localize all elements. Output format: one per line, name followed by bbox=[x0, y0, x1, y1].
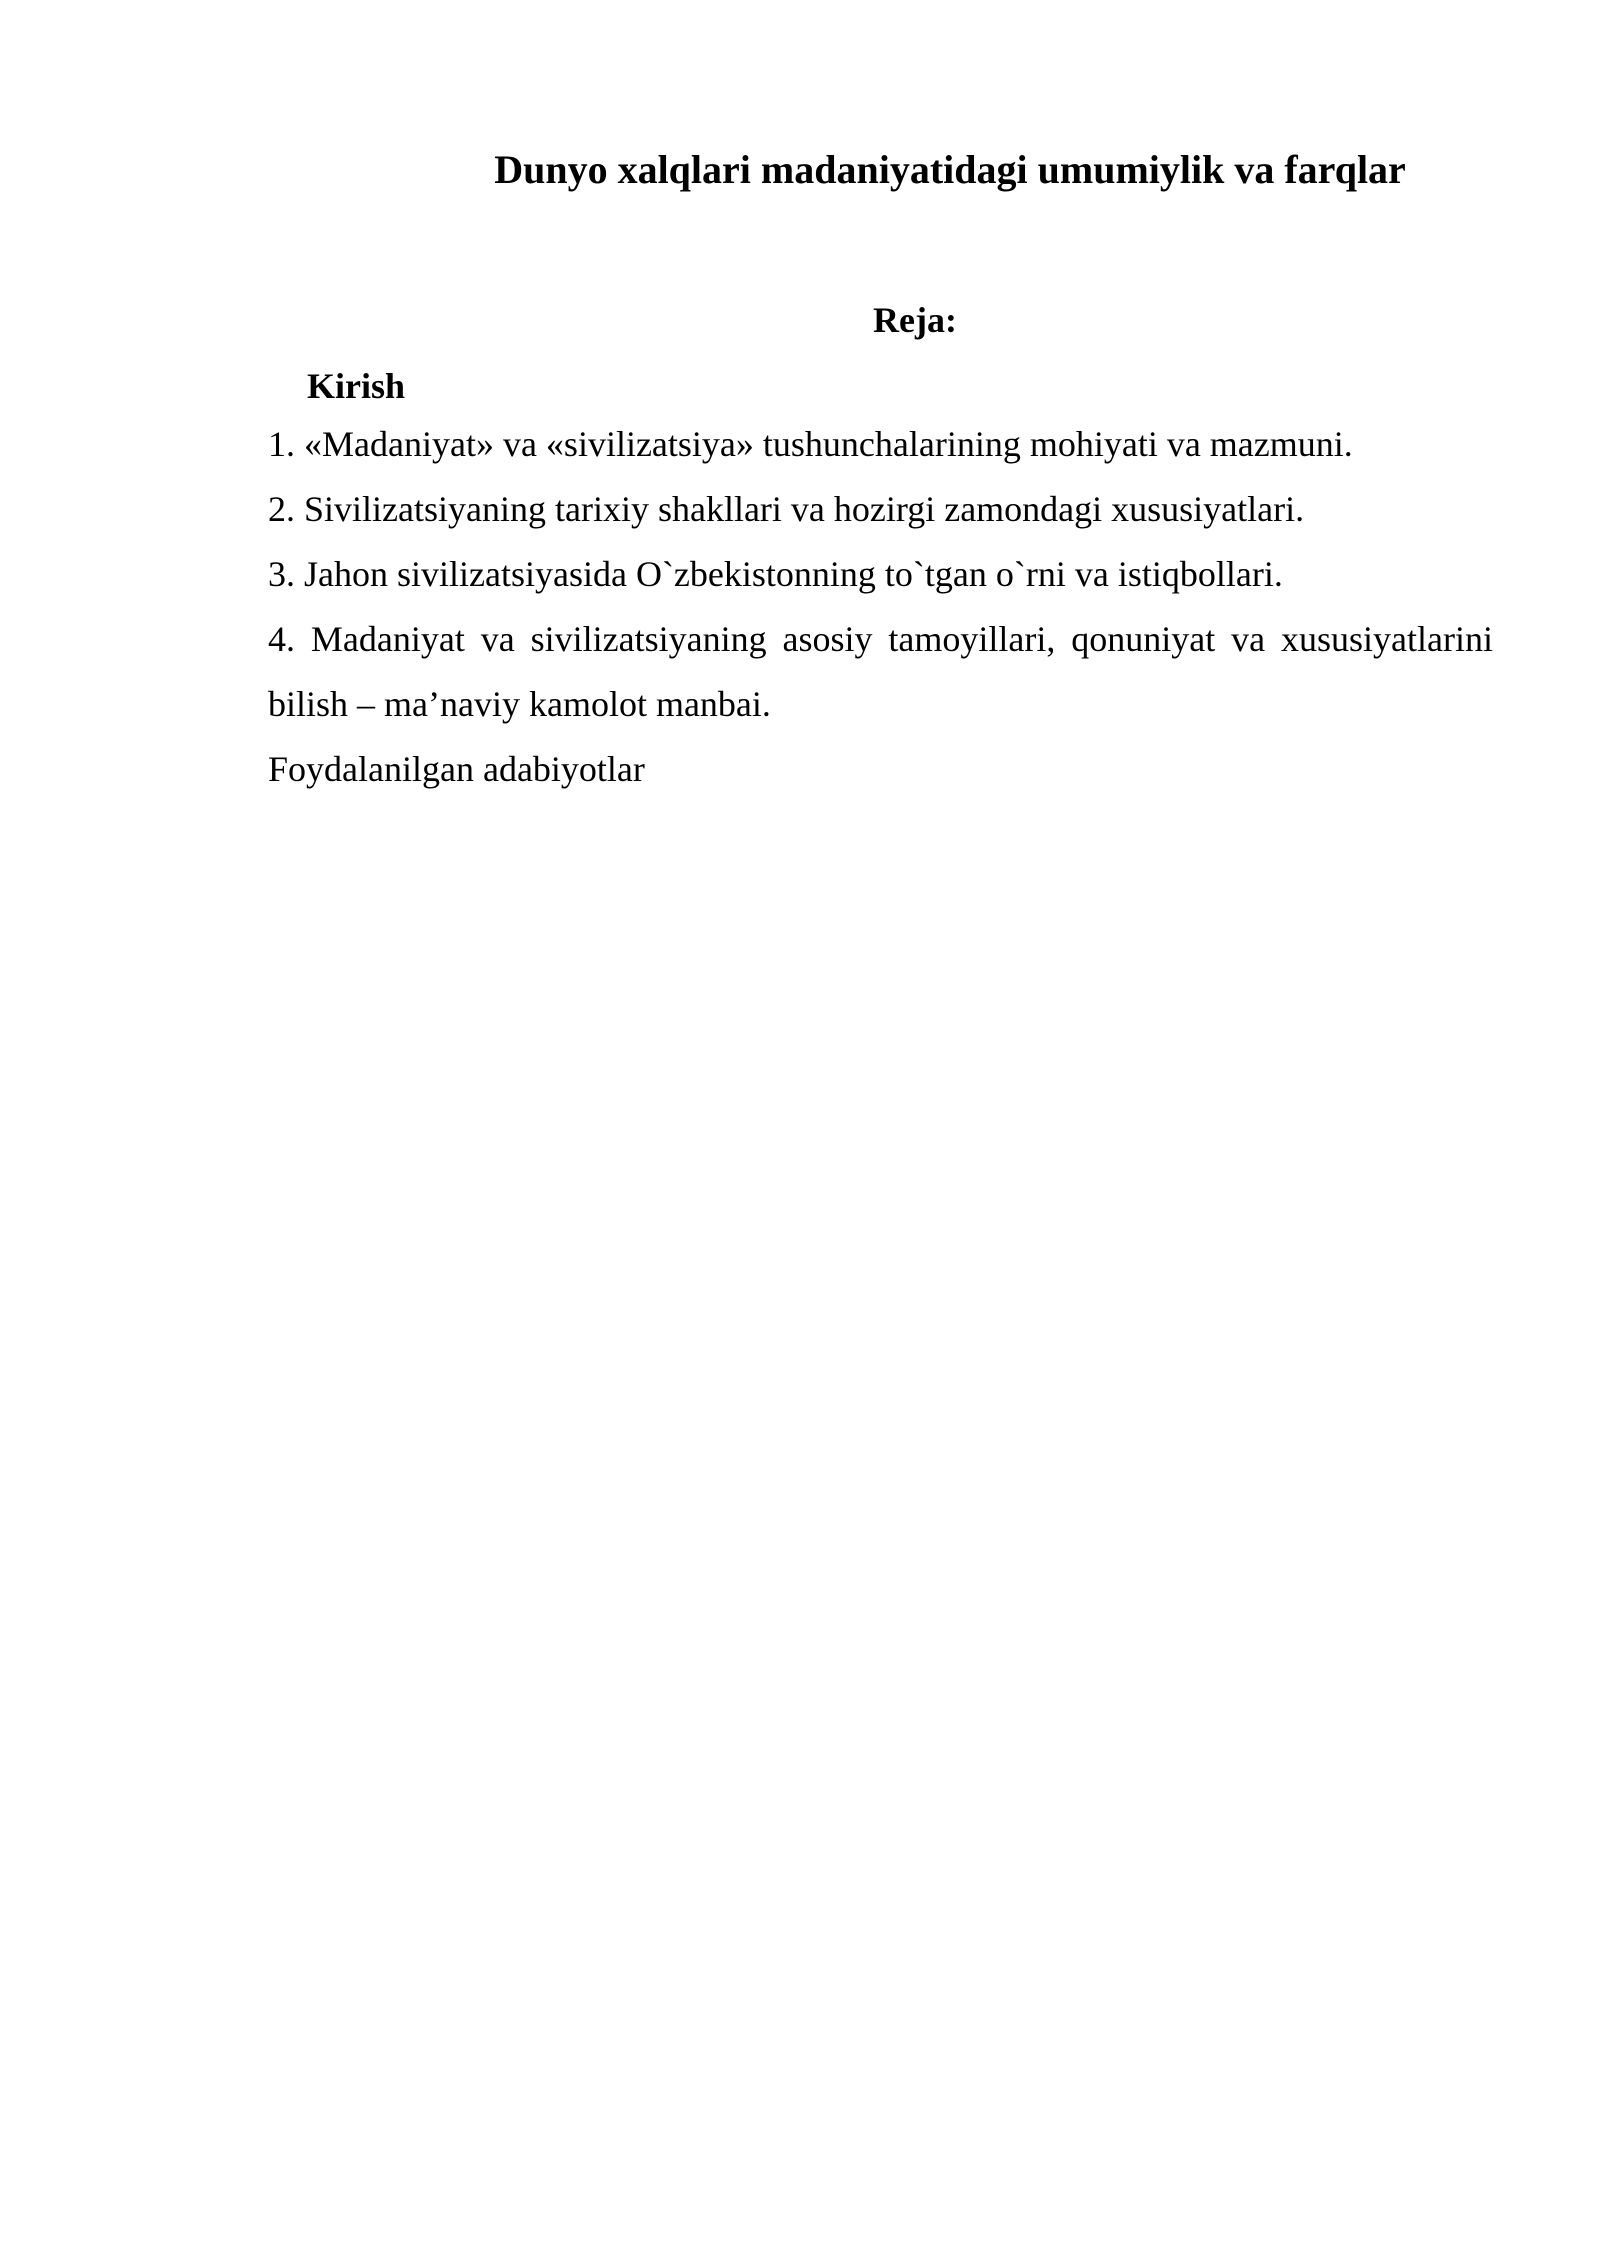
plan-outline bbox=[268, 412, 1493, 802]
intro-heading: Kirish bbox=[307, 366, 406, 406]
plan-item-2: 2. Sivilizatsiyaning tarixiy shakllari va hozirgi zamondagi xususiyatlari. bbox=[268, 489, 1305, 529]
plan-item-4: 4. Madaniyat va sivilizatsiyaning asosiy tamoyillari, qonuniyat va xususiyatlarini bbox=[268, 619, 1493, 659]
plan-item-1: 1. «Madaniyat» va «sivilizatsiya» tushunchalarining mohiyati va mazmuni. bbox=[268, 424, 1353, 464]
references-line: Foydalanilgan adabiyotlar bbox=[268, 749, 645, 789]
plan-item-4-continuation: bilish – ma’naviy kamolot manbai. bbox=[268, 684, 771, 724]
plan-heading: Reja: bbox=[873, 300, 957, 340]
plan-item-3: 3. Jahon sivilizatsiyasida O`zbekistonning to`tgan o`rni va istiqbollari. bbox=[268, 554, 1283, 594]
document-title: Dunyo xalqlari madaniyatidagi umumiylik va farqlar bbox=[494, 147, 1406, 192]
